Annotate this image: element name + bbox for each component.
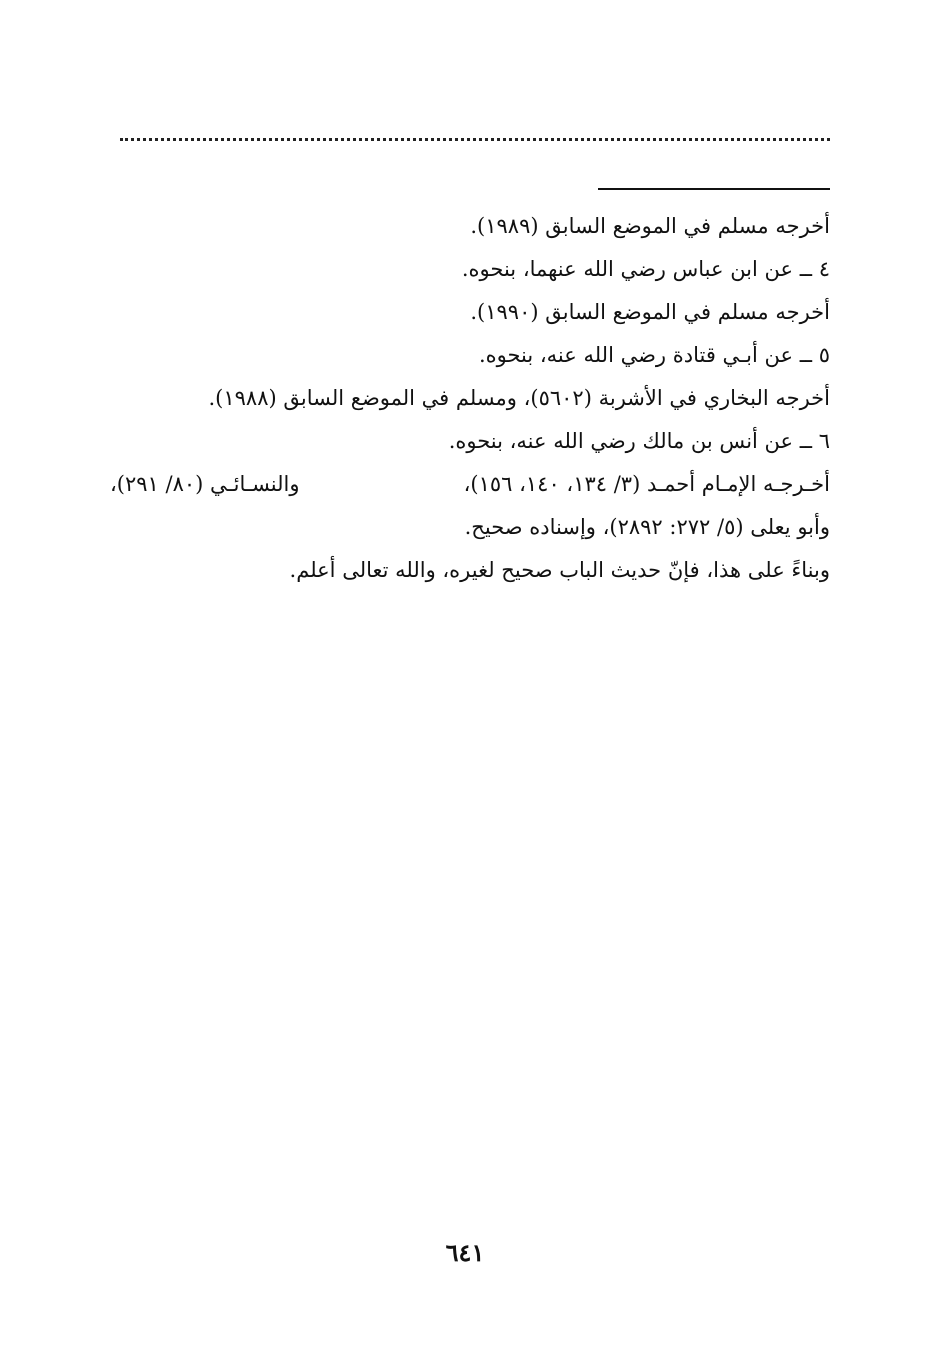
footnote-line: ٤ ــ عن ابن عباس رضي الله عنهما، بنحوه. bbox=[461, 257, 830, 281]
footnote-text bbox=[110, 205, 830, 592]
footnote-line: ٦ ــ عن أنس بن مالك رضي الله عنه، بنحوه. bbox=[448, 429, 830, 453]
footnote-separator bbox=[598, 188, 830, 190]
footnote-line: أخرجه البخاري في الأشربة (٥٦٠٢)، ومسلم في الموضع السابق (١٩٨٨). bbox=[208, 386, 830, 410]
footnote-line-ahmad bbox=[110, 463, 830, 506]
footnote-line: أخرجه مسلم في الموضع السابق (١٩٨٩). bbox=[470, 214, 830, 238]
page-number: ٦٤١ bbox=[445, 1238, 485, 1267]
nasai-citation: والنسـائـي (٨٠/ ٢٩١)، bbox=[110, 472, 300, 496]
footnote-line-abu-yala: وأبو يعلى (٥/ ٢٧٢: ٢٨٩٢)، وإسناده صحيح. bbox=[464, 515, 830, 539]
footnote-line: أخرجه مسلم في الموضع السابق (١٩٩٠). bbox=[470, 300, 830, 324]
dotted-separator bbox=[120, 138, 830, 141]
footnote-line: ٥ ــ عن أبـي قتادة رضي الله عنه، بنحوه. bbox=[478, 343, 830, 367]
conclusion-line: وبناءً على هذا، فإنّ حديث الباب صحيح لغيره، والله تعالى أعلم. bbox=[289, 558, 830, 582]
ahmad-citation: أخـرجـه الإمـام أحمـد (٣/ ١٣٤، ١٤٠، ١٥٦)، bbox=[463, 472, 830, 496]
